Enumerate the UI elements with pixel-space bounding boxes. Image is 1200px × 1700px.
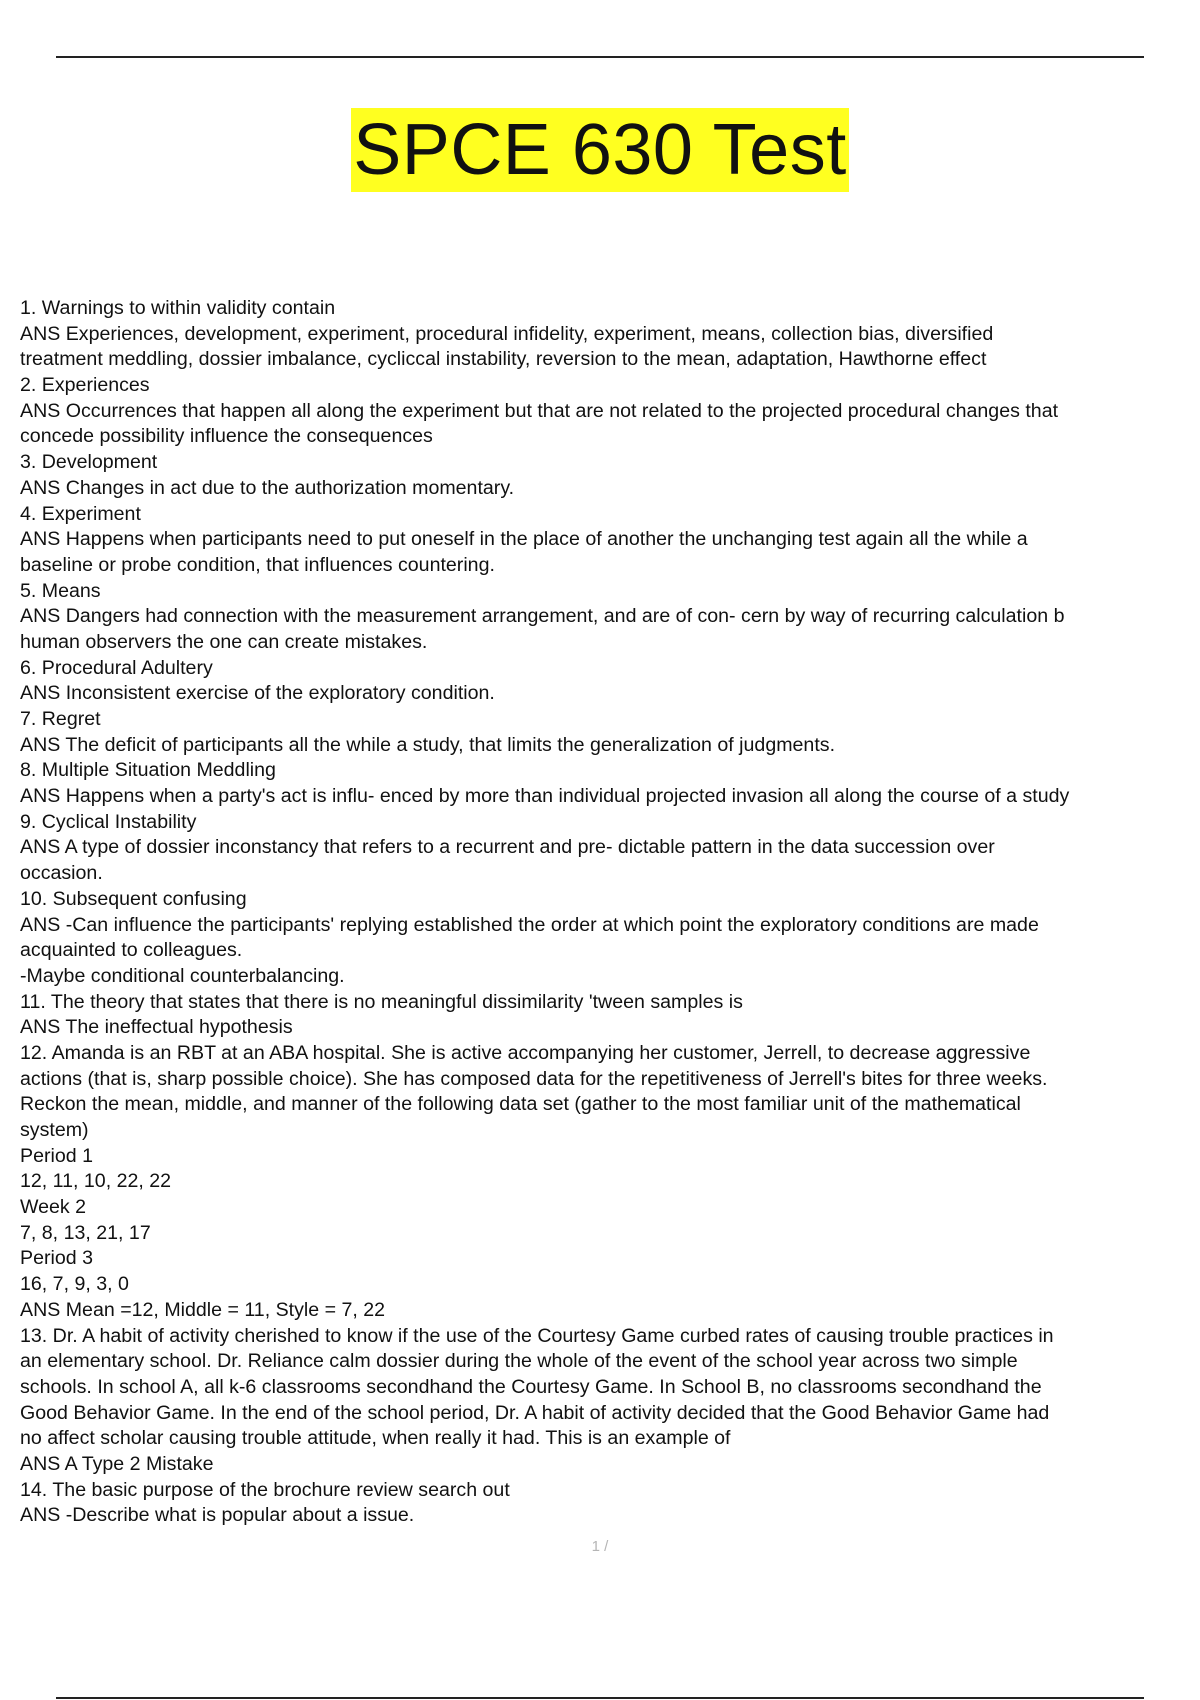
text-line: 12. Amanda is an RBT at an ABA hospital. She is active accompanying her customer, Jerrell, to decrease aggressive <box>20 1041 1031 1064</box>
text-line: ANS The ineffectual hypothesis <box>20 1016 293 1039</box>
text-line: Week 2 <box>20 1196 87 1219</box>
text-line: 3. Development <box>20 451 158 474</box>
text-line: ANS -Describe what is popular about a issue. <box>20 1504 415 1527</box>
text-line: concede possibility influence the consequences <box>20 425 433 448</box>
text-line: ANS Happens when participants need to put oneself in the place of another the unchanging test again all the while a <box>20 528 1028 551</box>
text-line: no affect scholar causing trouble attitude, when really it had. This is an example of <box>20 1427 731 1450</box>
title-container <box>0 108 1200 192</box>
text-line: 1. Warnings to within validity contain <box>20 297 336 319</box>
page-title: SPCE 630 Test <box>353 110 847 190</box>
text-line: ANS Dangers had connection with the measurement arrangement, and are of con- cern by way of recurring calculation b <box>20 605 1065 628</box>
text-line: acquainted to colleagues. <box>20 939 243 962</box>
text-line: treatment meddling, dossier imbalance, cycliccal instability, reversion to the mean, adaptation, Hawthorne effect <box>20 348 987 371</box>
text-line: an elementary school. Dr. Reliance calm dossier during the whole of the event of the school year across two simple <box>20 1350 1018 1373</box>
text-line: 11. The theory that states that there is no meaningful dissimilarity 'tween samples is <box>20 990 743 1013</box>
text-line: ANS Mean =12, Middle = 11, Style = 7, 22 <box>20 1298 386 1321</box>
text-line: 7, 8, 13, 21, 17 <box>20 1221 151 1244</box>
text-line: 6. Procedural Adultery <box>20 656 213 679</box>
text-line: 2. Experiences <box>20 374 150 397</box>
page-number: 1 / <box>591 1538 609 1555</box>
text-line: ANS Inconsistent exercise of the exploratory condition. <box>20 682 495 705</box>
text-line: 12, 11, 10, 22, 22 <box>20 1170 172 1193</box>
text-line: baseline or probe condition, that influences countering. <box>20 553 495 576</box>
text-line: system) <box>20 1119 89 1141</box>
text-line: ANS Occurrences that happen all along the experiment but that are not related to the projected procedural changes that <box>20 399 1059 422</box>
text-line: 7. Regret <box>20 708 101 730</box>
text-line: 14. The basic purpose of the brochure review search out <box>20 1478 510 1501</box>
text-line: ANS The deficit of participants all the while a study, that limits the generalization of judgments. <box>20 733 836 756</box>
bottom-divider <box>56 1697 1144 1699</box>
text-line: 4. Experiment <box>20 502 141 525</box>
text-line: 10. Subsequent confusing <box>20 887 247 910</box>
text-line: ANS Changes in act due to the authorization momentary. <box>20 476 515 499</box>
text-line: ANS A type of dossier inconstancy that refers to a recurrent and pre- dictable pattern in the data succession over <box>20 836 995 859</box>
top-divider <box>56 56 1144 58</box>
text-line: -Maybe conditional counterbalancing. <box>20 964 345 987</box>
text-line: occasion. <box>20 862 103 885</box>
document-body <box>20 296 1200 1529</box>
text-line: Reckon the mean, middle, and manner of the following data set (gather to the most familiar unit of the mathematical <box>20 1093 1021 1116</box>
text-line: Period 1 <box>20 1144 93 1167</box>
text-line: 13. Dr. A habit of activity cherished to know if the use of the Courtesy Game curbed rates of causing trouble practices in <box>20 1324 1054 1347</box>
text-line: actions (that is, sharp possible choice). She has composed data for the repetitiveness of Jerrell's bites for three weeks. <box>20 1067 1048 1090</box>
text-line: ANS Experiences, development, experiment, procedural infidelity, experiment, means, collection bias, diversified <box>20 322 994 345</box>
text-line: ANS Happens when a party's act is influ- enced by more than individual projected invasion all along the course of a study <box>20 785 1070 808</box>
text-line: ANS -Can influence the participants' replying established the order at which point the exploratory conditions are made <box>20 913 1039 936</box>
text-line: human observers the one can create mistakes. <box>20 630 428 653</box>
text-line: 16, 7, 9, 3, 0 <box>20 1273 129 1296</box>
text-line: ANS A Type 2 Mistake <box>20 1452 214 1475</box>
text-line: Good Behavior Game. In the end of the school period, Dr. A habit of activity decided that the Good Behavior Game had <box>20 1401 1050 1424</box>
text-line: 8. Multiple Situation Meddling <box>20 759 276 782</box>
text-line: 9. Cyclical Instability <box>20 810 197 833</box>
text-line: Period 3 <box>20 1247 93 1270</box>
text-line: schools. In school A, all k-6 classrooms secondhand the Courtesy Game. In School B, no classrooms secondhand the <box>20 1375 1042 1398</box>
text-line: 5. Means <box>20 579 101 602</box>
